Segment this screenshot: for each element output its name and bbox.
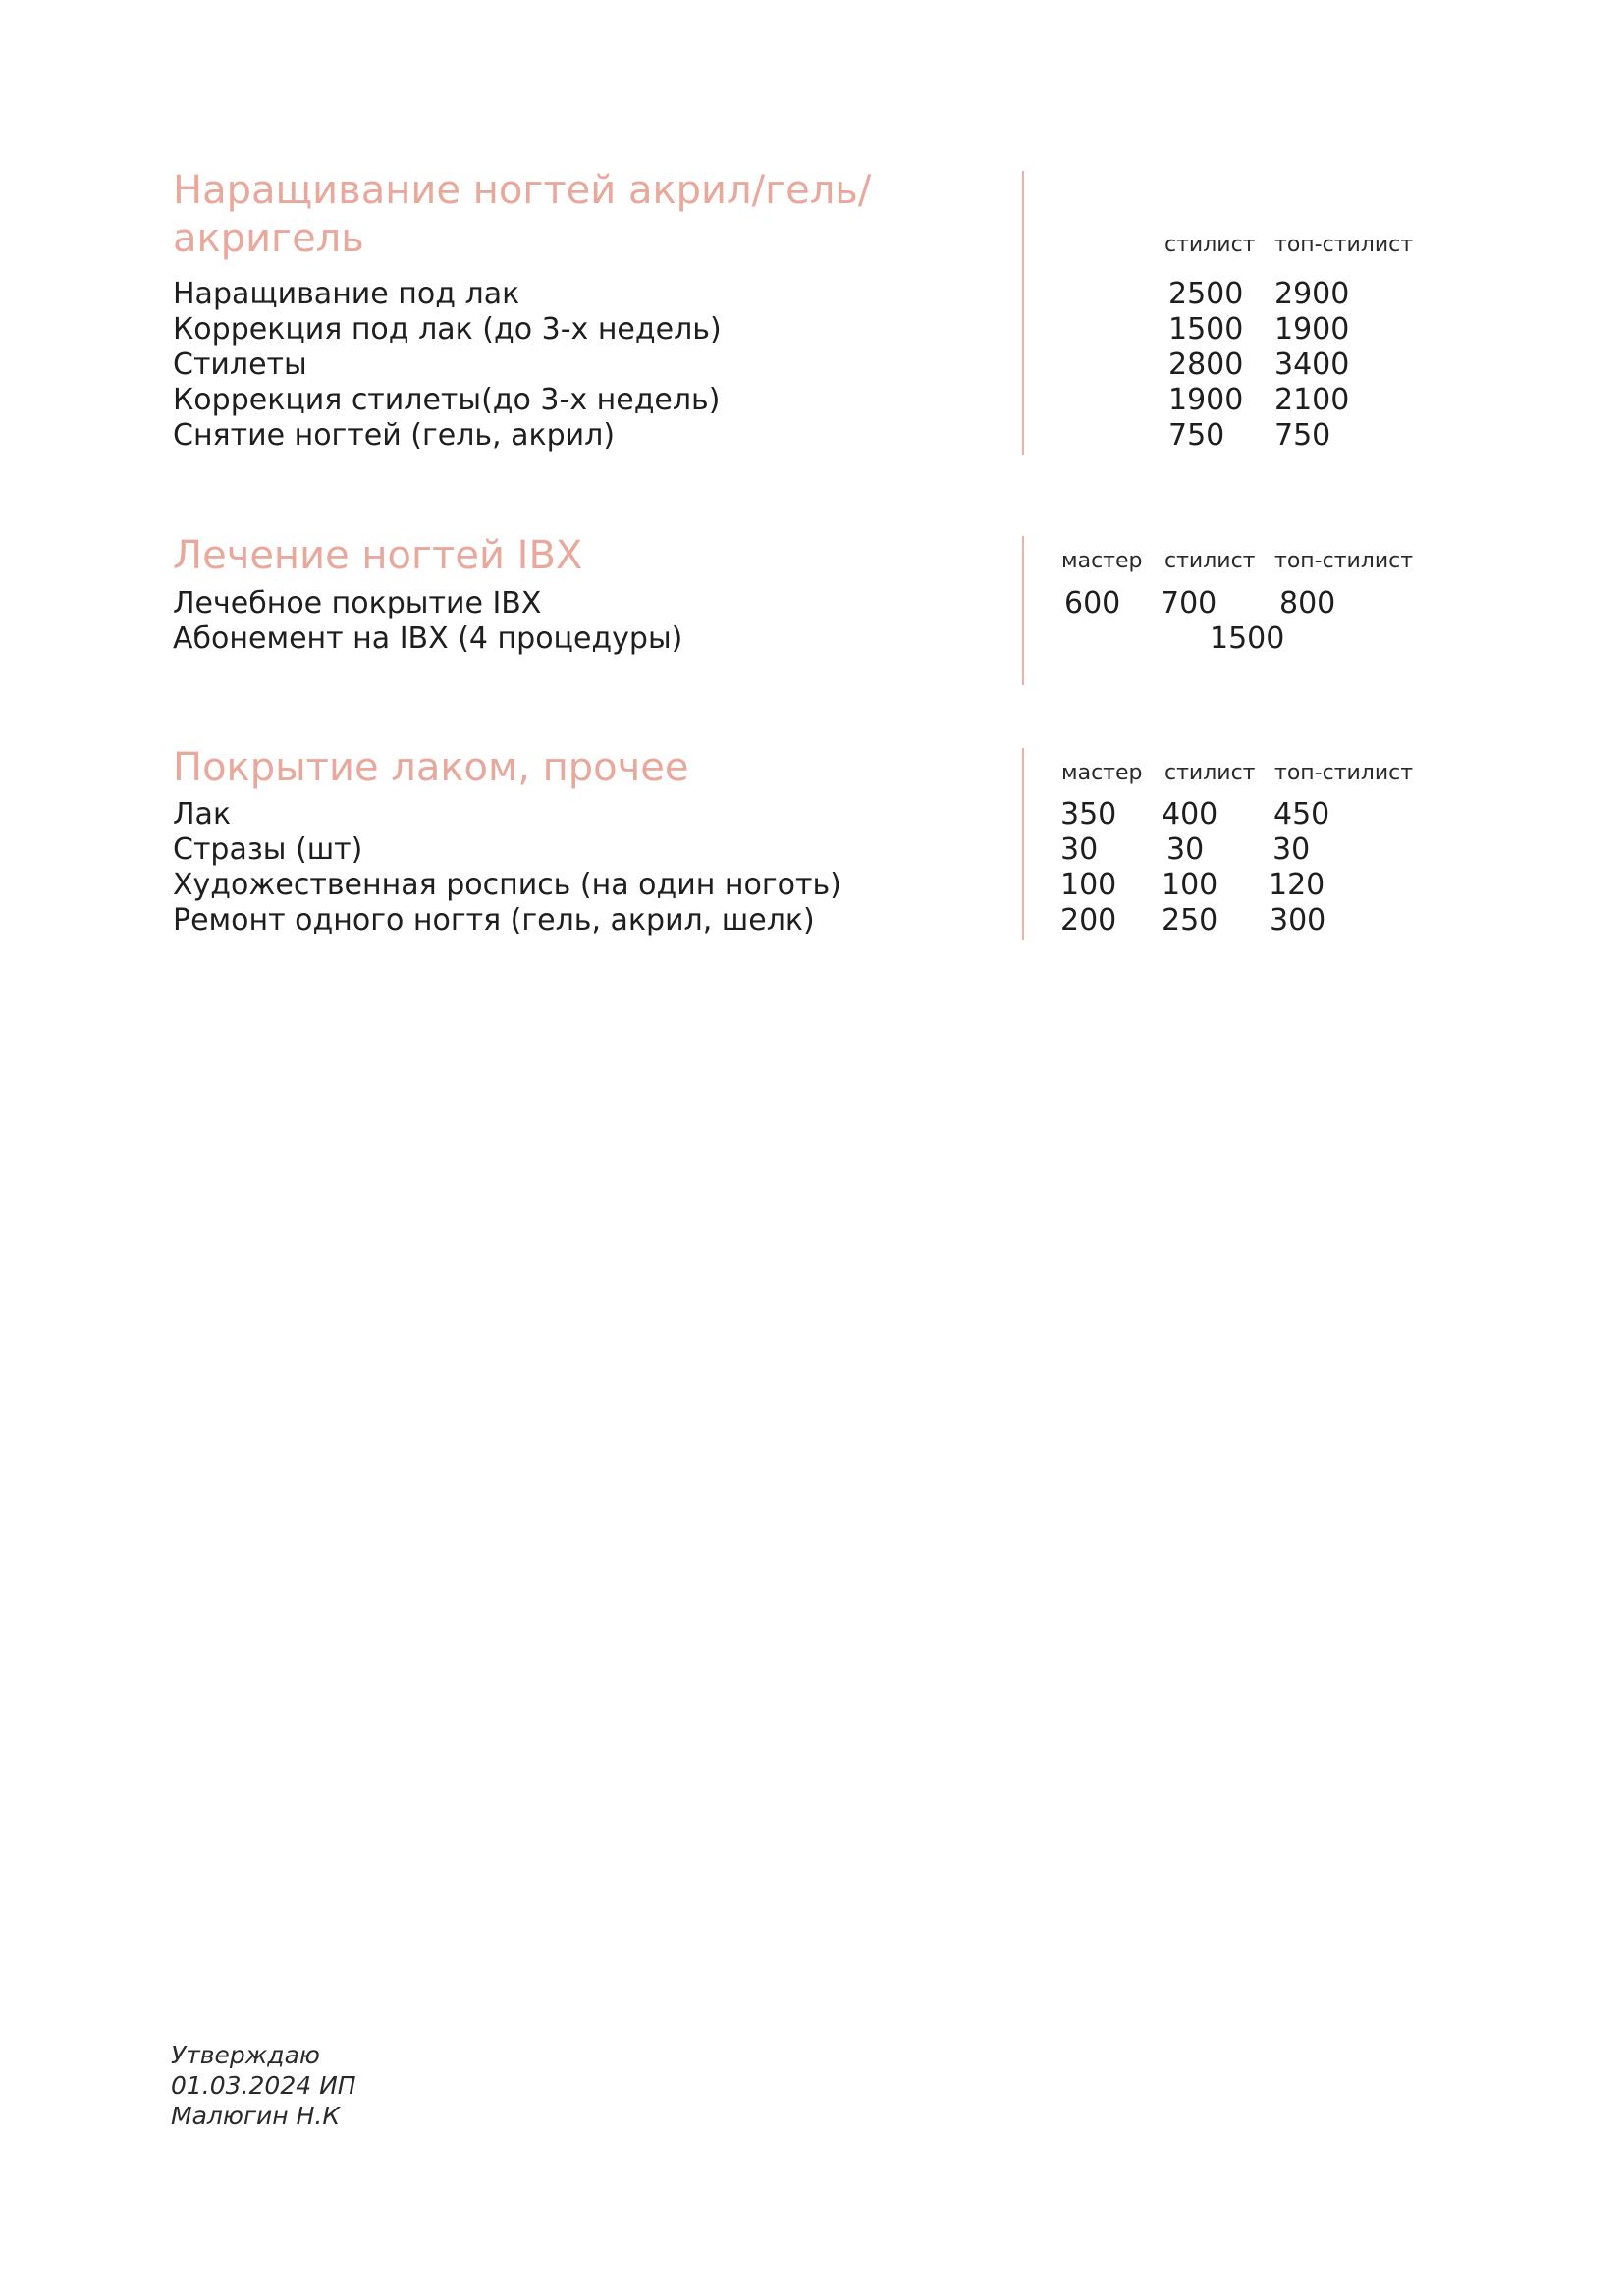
price-top-stylist: 1900 bbox=[1274, 312, 1350, 347]
price-subscription: 1500 bbox=[1210, 621, 1285, 656]
table-row bbox=[0, 797, 1623, 832]
price-stylist: 1500 bbox=[1168, 312, 1244, 347]
table-row bbox=[0, 868, 1623, 903]
section-title-line1: Наращивание ногтей акрил/гель/ bbox=[173, 168, 872, 213]
table-row bbox=[0, 903, 1623, 938]
table-row bbox=[0, 621, 1623, 657]
column-header-stylist: стилист bbox=[1164, 549, 1256, 573]
service-name: Стилеты bbox=[173, 347, 307, 382]
column-header-master: мастер bbox=[1061, 761, 1143, 785]
price-top-stylist: 2900 bbox=[1274, 277, 1350, 311]
price-master: 30 bbox=[1060, 832, 1099, 867]
service-name: Снятие ногтей (гель, акрил) bbox=[173, 418, 616, 453]
service-name: Коррекция под лак (до 3-х недель) bbox=[173, 312, 722, 347]
price-top-stylist: 750 bbox=[1274, 418, 1331, 453]
price-master: 100 bbox=[1060, 868, 1117, 902]
price-stylist: 250 bbox=[1162, 903, 1218, 937]
table-row bbox=[0, 418, 1623, 454]
price-top-stylist: 2100 bbox=[1274, 383, 1350, 417]
column-header-stylist: стилист bbox=[1164, 761, 1256, 785]
service-name: Наращивание под лак bbox=[173, 277, 520, 311]
service-name: Абонемент на IBX (4 процедуры) bbox=[173, 621, 683, 656]
price-top-stylist: 800 bbox=[1279, 586, 1336, 620]
section-title bbox=[173, 167, 978, 263]
price-stylist: 750 bbox=[1168, 418, 1225, 453]
price-top-stylist: 300 bbox=[1270, 903, 1326, 937]
column-header-top-stylist: топ-стилист bbox=[1274, 549, 1414, 573]
approval-signature bbox=[171, 2040, 356, 2131]
section-title-line2: акригель bbox=[173, 216, 364, 261]
column-header-stylist: стилист bbox=[1164, 233, 1256, 257]
approval-date: 01.03.2024 ИП bbox=[171, 2071, 356, 2100]
price-top-stylist: 450 bbox=[1273, 797, 1330, 831]
price-stylist: 100 bbox=[1162, 868, 1218, 902]
section-title: Покрытие лаком, прочее bbox=[173, 745, 689, 790]
section-title: Лечение ногтей IBX bbox=[173, 533, 583, 578]
price-stylist: 700 bbox=[1161, 586, 1217, 620]
service-name: Стразы (шт) bbox=[173, 832, 363, 867]
service-name: Художественная роспись (на один ноготь) bbox=[173, 868, 841, 902]
service-name: Лак bbox=[173, 797, 232, 831]
price-master: 350 bbox=[1060, 797, 1117, 831]
service-name: Ремонт одного ногтя (гель, акрил, шелк) bbox=[173, 903, 815, 937]
column-header-top-stylist: топ-стилист bbox=[1274, 233, 1414, 257]
table-row bbox=[0, 832, 1623, 868]
price-stylist: 30 bbox=[1166, 832, 1205, 867]
column-header-top-stylist: топ-стилист bbox=[1274, 761, 1414, 785]
price-master: 600 bbox=[1064, 586, 1121, 620]
service-name: Коррекция стилеты(до 3-х недель) bbox=[173, 383, 721, 417]
approval-line: Утверждаю bbox=[171, 2041, 320, 2069]
price-top-stylist: 30 bbox=[1272, 832, 1311, 867]
table-row bbox=[0, 586, 1623, 621]
table-row bbox=[0, 347, 1623, 383]
price-stylist: 2800 bbox=[1168, 347, 1244, 382]
table-row bbox=[0, 312, 1623, 347]
price-stylist: 400 bbox=[1162, 797, 1218, 831]
price-top-stylist: 3400 bbox=[1274, 347, 1350, 382]
price-stylist: 2500 bbox=[1168, 277, 1244, 311]
price-top-stylist: 120 bbox=[1269, 868, 1325, 902]
approver-name: Малюгин Н.К bbox=[171, 2102, 341, 2130]
price-master: 200 bbox=[1060, 903, 1117, 937]
table-row bbox=[0, 383, 1623, 418]
column-header-master: мастер bbox=[1061, 549, 1143, 573]
price-stylist: 1900 bbox=[1168, 383, 1244, 417]
table-row bbox=[0, 277, 1623, 312]
service-name: Лечебное покрытие IBX bbox=[173, 586, 542, 620]
